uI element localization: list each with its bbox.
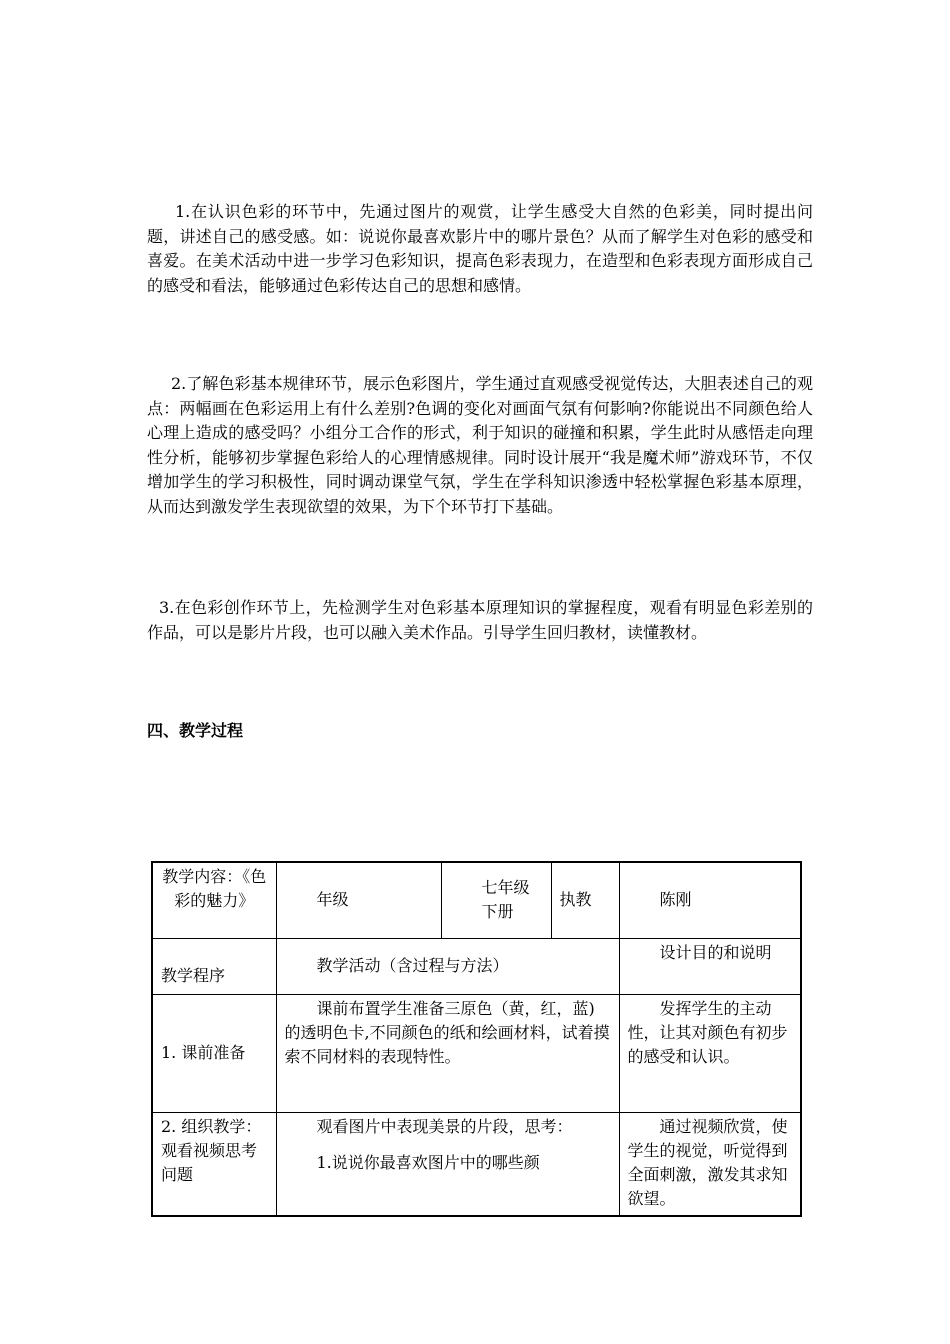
paragraph-1: 1.在认识色彩的环节中，先通过图片的观赏，让学生感受大自然的色彩美，同时提出问题，讲述自己的感受感。如：说说你最喜欢影片中的哪片景色？从而了解学生对色彩的感受和喜爱。在美术活动中进一步学习色彩知识，提高色彩表现力，在造型和色彩表现方面形成自己的感受和看法，能够通过色彩传达自己的思想和感情。 — [147, 202, 813, 295]
activity-line-1: 观看图片中表现美景的片段，思考： — [316, 1116, 573, 1136]
step-cell: 2. 组织教学：观看视频思考问题 — [152, 1112, 276, 1216]
table-row — [152, 994, 801, 1112]
activity-cell: 课前布置学生准备三原色（黄，红，蓝)的透明色卡,不同颜色的纸和绘画材料，试着摸索不同材料的表现特性。 — [276, 994, 619, 1112]
purpose-cell: 发挥学生的主动性，让其对颜色有初步的感受和认识。 — [619, 994, 801, 1112]
activity-line-2: 1.说说你最喜欢图片中的哪些颜 — [316, 1152, 540, 1172]
step-cell: 1. 课前准备 — [152, 994, 276, 1112]
paragraph-2: 2.了解色彩基本规律环节，展示色彩图片，学生通过直观感受视觉传达，大胆表述自己的观点：两幅画在色彩运用上有什么差别?色调的变化对画面气氛有何影响?你能说出不同颜色给人心理上造成的感受吗？小组分工合作的形式，利于知识的碰撞和积累，学生此时从感悟走向理性分析，能够初步掌握色彩给人的心理情感规律。同时设计展开“我是魔术师”游戏环节，不仅增加学生的学习积极性，同时调动课堂气氛，学生在学科知识渗透中轻松掌握色彩基本原理，从而达到激发学生表现欲望的效果，为下个环节打下基础。 — [147, 374, 813, 516]
table-row — [152, 1112, 801, 1216]
paragraph-3: 3.在色彩创作环节上，先检测学生对色彩基本原理知识的掌握程度，观看有明显色彩差别的作品，可以是影片片段，也可以融入美术作品。引导学生回归教材，读懂教材。 — [147, 598, 813, 642]
content-label-cell: 教学内容：《色彩的魅力》 — [152, 862, 276, 938]
grade-value-cell: 七年级下册 — [441, 862, 551, 938]
teacher-label-cell: 执教 — [551, 862, 619, 938]
table-header-row — [152, 862, 801, 938]
grade-label-cell: 年级 — [276, 862, 441, 938]
procedure-header-cell: 教学程序 — [152, 938, 276, 994]
lesson-plan-table — [151, 861, 802, 1217]
table-column-header-row — [152, 938, 801, 994]
section-heading: 四、教学过程 — [147, 721, 244, 740]
purpose-header-cell: 设计目的和说明 — [619, 938, 801, 994]
teacher-value-cell: 陈刚 — [619, 862, 801, 938]
purpose-cell: 通过视频欣赏，使学生的视觉，听觉得到全面刺激，激发其求知欲望。 — [619, 1112, 801, 1216]
activity-header-cell: 教学活动（含过程与方法） — [276, 938, 619, 994]
activity-cell — [276, 1112, 619, 1216]
